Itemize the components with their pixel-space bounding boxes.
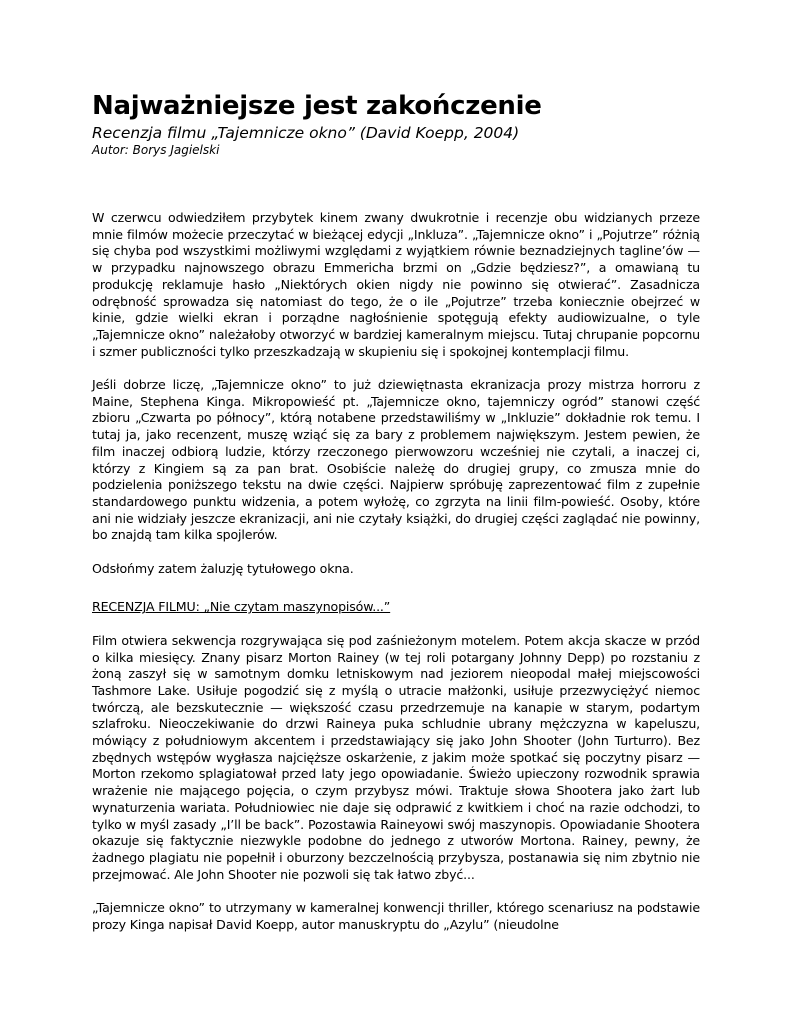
section-heading: RECENZJA FILMU: „Nie czytam maszynopisów...” [92, 599, 391, 615]
article-author: Autor: Borys Jagielski [92, 143, 220, 157]
paragraph: Jeśli dobrze liczę, „Tajemnicze okno” to już dziewiętnasta ekranizacja prozy mistrza horroru z Maine, Stephena Kinga. Mikropowieść pt. „Tajemnicze okno, tajemniczy ogród” stanowi część zbioru „Czwarta po północy”, którą notabene przedstawiliśmy w „Inkluzie” dokładnie rok temu. I tutaj ja, jako recenzent, muszę wziąć się za bary z problemem największym. Jestem pewien, że film inaczej odbiorą ludzie, którzy rzeczonego pierwowzoru wcześniej nie czytali, a inaczej ci, którzy z Kingiem są za pan brat. Osobiście należę do drugiej grupy, co zmusza mnie do podzielenia poniższego tekstu na dwie części. Najpierw spróbuję zaprezentować film z zupełnie standardowego punktu widzenia, a potem wyłożę, co zgrzyta na linii film-powieść. Osoby, które ani nie widziały jeszcze ekranizacji, ani nie czytały książki, do drugiej części zaglądać nie powinny, bo znajdą tam kilka spojlerów. [92, 377, 700, 543]
paragraph: „Tajemnicze okno” to utrzymany w kameralnej konwencji thriller, którego scenariusz na podstawie prozy Kinga napisał David Koepp, autor manuskryptu do „Azylu” (nieudolne [92, 900, 700, 932]
paragraph: Film otwiera sekwencja rozgrywająca się pod zaśnieżonym motelem. Potem akcja skacze w przód o kilka miesięcy. Znany pisarz Morton Rainey (w tej roli potargany Johnny Depp) po rozstaniu z żoną zaszył się w samotnym domku letniskowym nad jeziorem nieopodal małej miejscowości Tashmore Lake. Usiłuje pogodzić się z myślą o utracie małżonki, usiłuje przezwyciężyć niemoc twórczą, ale bezskutecznie — większość czasu przedrzemuje na kanapie w starym, podartym szlafroku. Nieoczekiwanie do drzwi Raineya puka schludnie ubrany mężczyzna w kapeluszu, mówiący z południowym akcentem i przedstawiający się jako John Shooter (John Turturro). Bez zbędnych wstępów wygłasza najcięższe oskarżenie, z jakim może spotkać się poczytny pisarz — Morton rzekomo splagiatował przed laty jego opowiadanie. Świeżo upieczony rozwodnik sprawia wrażenie nie mającego pojęcia, o czym przybysz mówi. Traktuje słowa Shootera jako żart lub wynaturzenia wariata. Południowiec nie daje się odprawić z kwitkiem i choć na razie odchodzi, to tylko w myśl zasady „I’ll be back”. Pozostawia Raineyowi swój maszynopis. Opowiadanie Shootera okazuje się faktycznie niezwykle podobne do jednego z utworów Mortona. Rainey, pewny, że żadnego plagiatu nie popełnił i oburzony bezczelnością przybysza, postanawia się nim zbytnio nie przejmować. Ale John Shooter nie pozwoli się tak łatwo zbyć... [92, 632, 700, 882]
article-subtitle: Recenzja filmu „Tajemnicze okno” (David Koepp, 2004) [92, 124, 520, 142]
article-title: Najważniejsze jest zakończenie [92, 91, 542, 121]
paragraph: W czerwcu odwiedziłem przybytek kinem zwany dwukrotnie i recenzje obu widzianych przeze mnie filmów możecie przeczytać w bieżącej edycji „Inkluza”. „Tajemnicze okno” i „Pojutrze” różnią się chyba pod wszystkimi możliwymi względami z wyjątkiem równie beznadziejnych tagline’ów — w przypadku najnowszego obrazu Emmericha brzmi on „Gdzie będziesz?”, a omawianą tu produkcję reklamuje hasło „Niektórych okien nigdy nie powinno się otwierać”. Zasadnicza odrębność sprowadza się natomiast do tego, że o ile „Pojutrze” trzeba koniecznie obejrzeć w kinie, gdzie wielki ekran i porządne nagłośnienie spotęgują efekty audiowizualne, o tyle „Tajemnicze okno” należałoby otworzyć w bardziej kameralnym miejscu. Tutaj chrupanie popcornu i szmer publiczności tylko przeszkadzają w skupieniu się i spokojnej kontemplacji filmu. [92, 210, 700, 359]
paragraph: Odsłońmy zatem żaluzję tytułowego okna. [92, 560, 354, 576]
article-body [92, 210, 700, 933]
document-page [92, 88, 700, 950]
